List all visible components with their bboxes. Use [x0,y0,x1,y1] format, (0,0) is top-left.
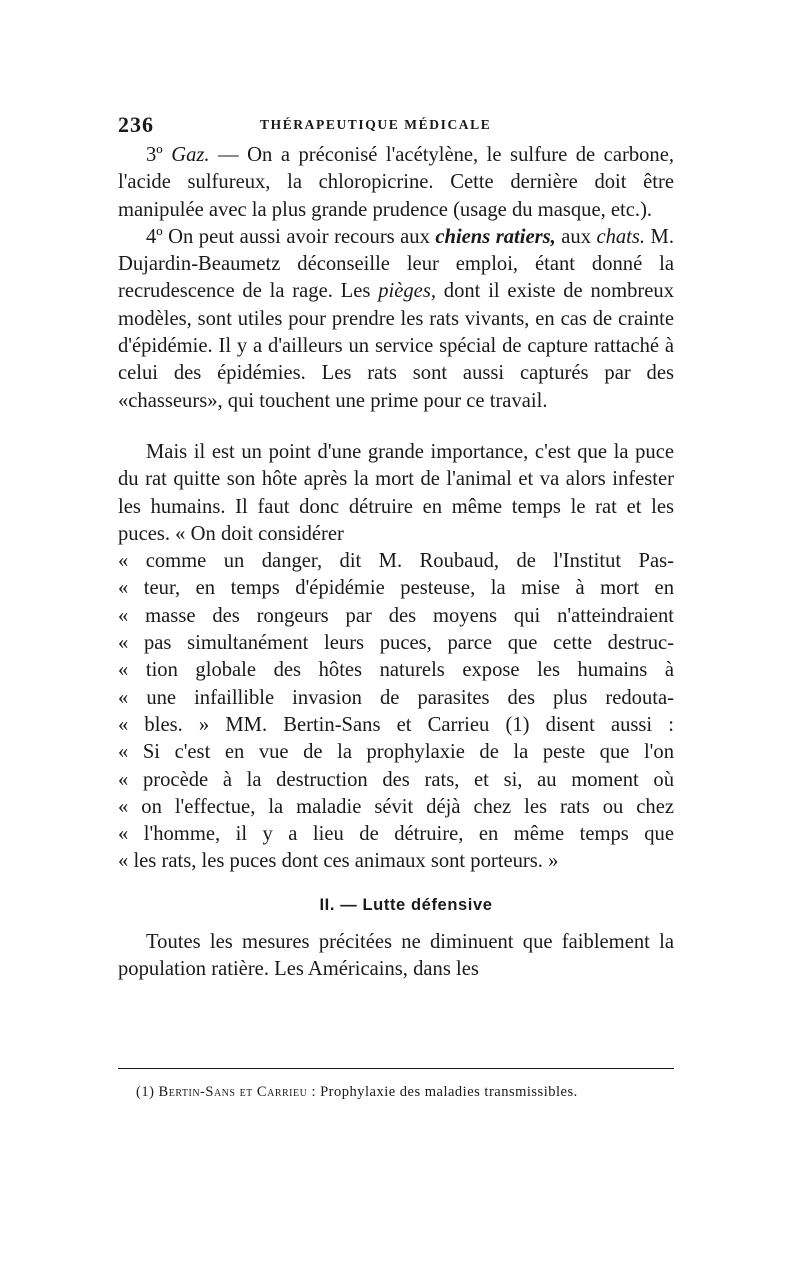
quote-line: « bles. » MM. Bertin-Sans et Carrieu (1) disent aussi : [118,713,674,736]
term-chiens-ratiers: chiens ratiers, [435,225,556,248]
paragraph-text: On peut aussi avoir recours aux [162,225,436,248]
item-number: 3º [146,144,163,166]
paragraph-intro: Mais il est un point d'une grande importance, c'est que la puce du rat quitte son hôte après la mort de l'animal et va alors infester les humains. Il faut donc détruire en même temps le rat et les puces. « On doit considérer [118,440,674,545]
quote-line: « une infaillible invasion de parasites des plus redouta- [118,686,674,709]
paragraph-animals [118,224,674,415]
paragraph-text: dont il existe de nombreux modèles, sont utiles pour prendre les rats vivants, en cas de crainte d'épidémie. Il y a d'ailleurs un service spécial de capture rattaché à celui des épidémies. Les rats sont aussi capturés par des «chasseurs», qui touchent une prime pour ce travail. [118,280,674,412]
item-term: Gaz. [171,144,210,166]
footnote-divider [118,1068,674,1069]
paragraph-fleas [118,439,674,876]
page-header [118,112,674,142]
paragraph-gaz [118,142,674,224]
term-pieges: pièges, [378,280,436,303]
quote-line: « comme un danger, dit M. Roubaud, de l'Institut Pas- [118,550,674,573]
running-title: THÉRAPEUTIQUE MÉDICALE [260,117,492,132]
quote-line: « on l'effectue, la maladie sévit déjà chez les rats ou chez [118,795,674,818]
quote-line: « tion globale des hôtes naturels expose les humains à [118,659,674,682]
paragraph-text: aux [555,225,597,248]
footnote-marker: (1) [136,1084,155,1100]
page-number: 236 [118,112,154,137]
paragraph-text: M. Dujardin-Beaumetz déconseille leur emploi, étant donné la recrudescence de la rage. Les [118,225,674,303]
quote-line: « teur, en temps d'épidémie pesteuse, la mise à mort en [118,577,674,600]
quote-line: « pas simultanément leurs puces, parce que cette destruc- [118,632,674,655]
quote-line: « masse des rongeurs par des moyens qui n'atteindraient [118,604,674,627]
paragraph-defense: Toutes les mesures précitées ne diminuent que faiblement la population ratière. Les Américains, dans les [118,930,674,981]
footnote-authors: Bertin-Sans et Carrieu [158,1084,308,1100]
section-heading: II. — Lutte défensive [319,895,493,914]
item-number: 4º [146,225,163,248]
book-page [118,112,674,983]
quote-line: « procède à la destruction des rats, et si, au moment où [118,768,674,791]
quote-line: « les rats, les puces dont ces animaux sont porteurs. » [118,850,559,873]
footnote-text: : Prophylaxie des maladies transmissibles. [307,1084,578,1100]
quote-line: « l'homme, il y a lieu de détruire, en même temps que [118,823,674,846]
term-chats: chats. [596,225,646,248]
footnote [136,1084,676,1101]
quote-line: « Si c'est en vue de la prophylaxie de la peste que l'on [118,741,674,764]
paragraph-text: — On a préconisé l'acétylène, le sulfure de carbone, l'acide sulfureux, la chloropicrine. Cette dernière doit être manipulée avec la plus grande prudence (usage du masque, etc.). [118,144,674,221]
